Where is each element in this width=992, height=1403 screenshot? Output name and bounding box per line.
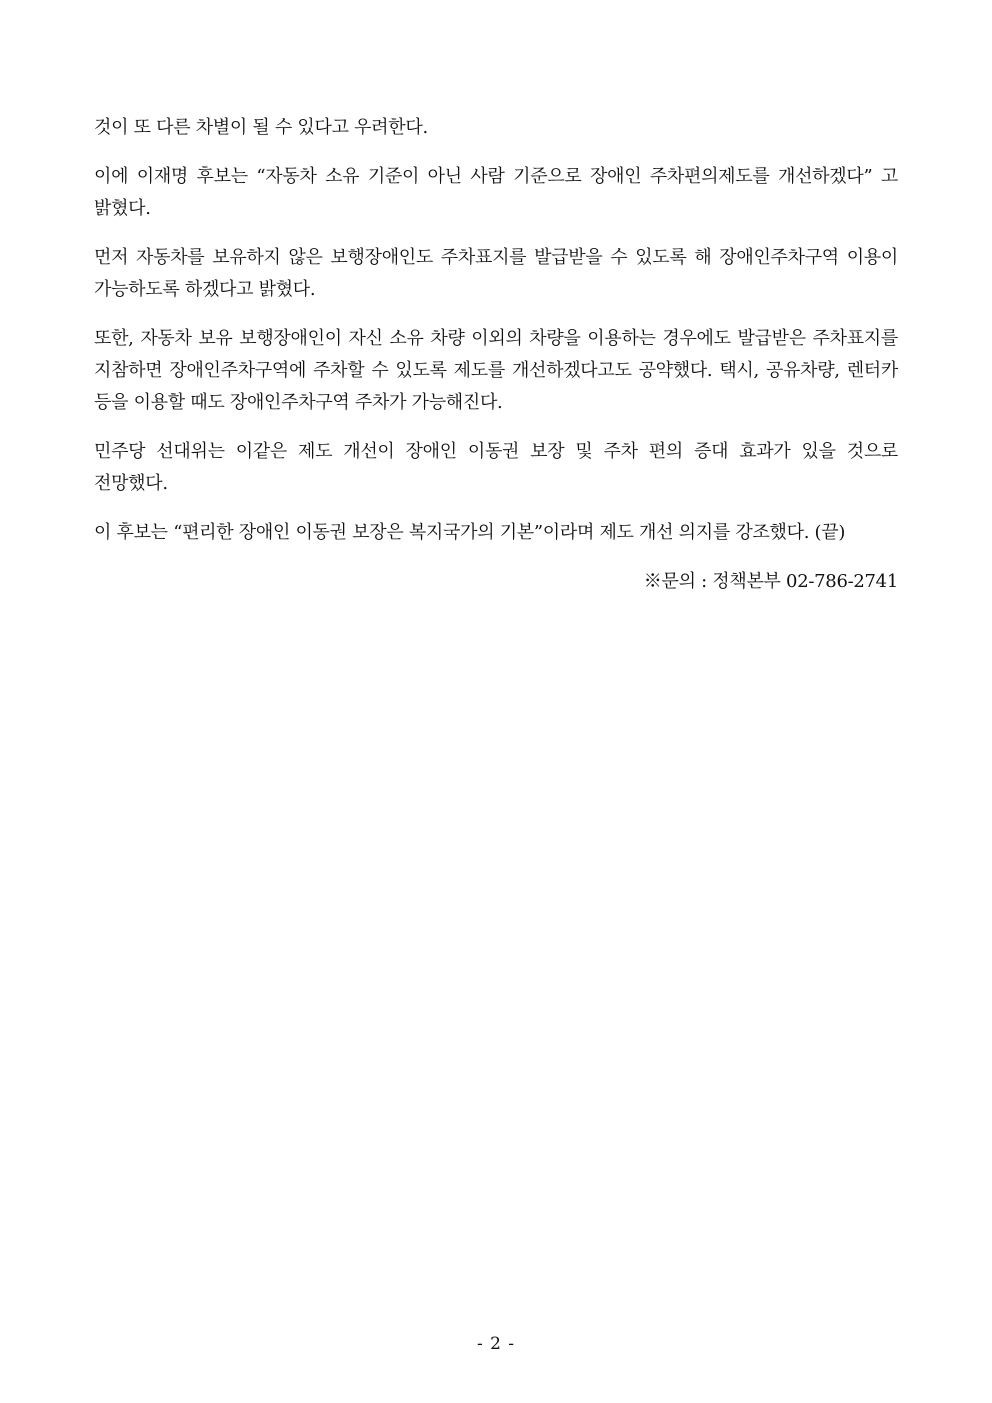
paragraph-3: 먼저 자동차를 보유하지 않은 보행장애인도 주차표지를 발급받을 수 있도록 해 장애인주차구역 이용이 가능하도록 하겠다고 밝혔다. (94, 247, 898, 300)
paragraph-1: 것이 또 다른 차별이 될 수 있다고 우려한다. (94, 117, 428, 138)
paragraph-4: 또한, 자동차 보유 보행장애인이 자신 소유 차량 이외의 차량을 이용하는 경우에도 발급받은 주차표지를 지참하면 장애인주차구역에 주차할 수 있도록 제도를 개선하겠다고도 공약했다. 택시, 공유차량, 렌터카 등을 이용할 때도 장애인주차구역 주차가 가능해진다. (94, 328, 898, 413)
paragraph-2: 이에 이재명 후보는 “자동차 소유 기준이 아닌 사람 기준으로 장애인 주차편의제도를 개선하겠다” 고 밝혔다. (94, 166, 898, 219)
document-body (94, 112, 898, 598)
paragraph-5: 민주당 선대위는 이같은 제도 개선이 장애인 이동권 보장 및 주차 편의 증대 효과가 있을 것으로 전망했다. (94, 441, 898, 494)
paragraph-6: 이 후보는 “편리한 장애인 이동권 보장은 복지국가의 기본”이라며 제도 개선 의지를 강조했다. (끝) (94, 522, 846, 543)
contact-info: ※문의 : 정책본부 02-786-2741 (643, 571, 898, 592)
page-number: - 2 - (476, 1334, 516, 1354)
